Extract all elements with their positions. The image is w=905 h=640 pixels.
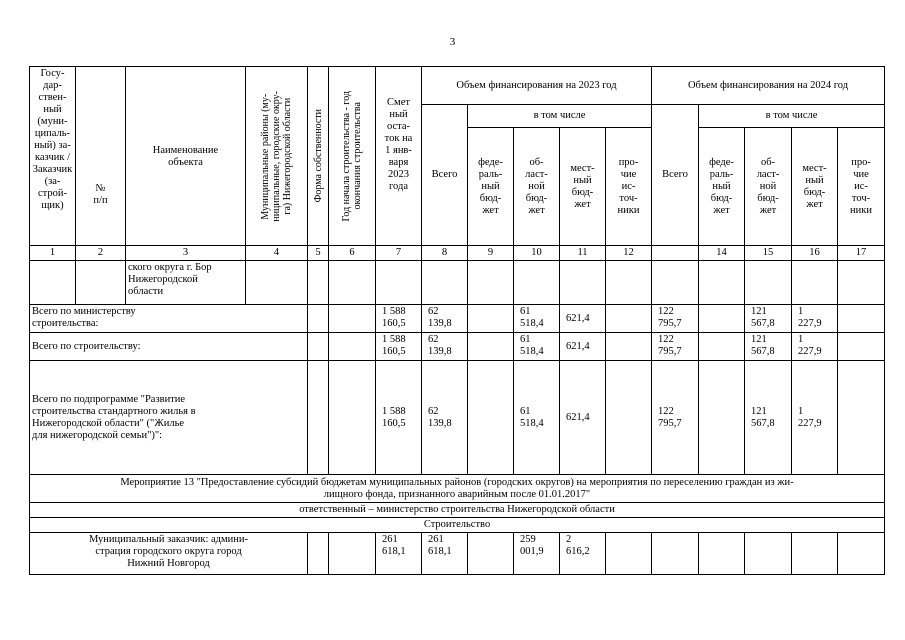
ministry-total-balance: 1 588 160,5 — [376, 305, 422, 333]
construction-total-2024: 122 795,7 — [652, 333, 699, 361]
nn-local-2023: 2 616,2 — [560, 533, 606, 575]
col-number: 16 — [792, 246, 838, 261]
nn-customer-row — [30, 533, 885, 575]
nn-balance: 261 618,1 — [376, 533, 422, 575]
subprogram-regional-2023: 61 518,4 — [514, 361, 560, 475]
header-fin-2024: Объем финансирования на 2024 год — [652, 67, 885, 105]
construction-local-2024: 1 227,9 — [792, 333, 838, 361]
header-districts-text: Муниципальные районы (му- ниципальные, городские окру- га) Нижегородской области — [260, 90, 293, 222]
subprogram-total-2023: 62 139,8 — [422, 361, 468, 475]
nn-customer-label: Муниципальный заказчик: админи- страция городского округа город Нижний Новгород — [30, 533, 308, 575]
header-num: № п/п — [76, 67, 126, 246]
header-federal-2024: феде- раль- ный бюд- жет — [699, 128, 745, 246]
col-number — [652, 246, 699, 261]
header-federal-2023: феде- раль- ный бюд- жет — [468, 128, 514, 246]
header-regional-2024: об- ласт- ной бюд- жет — [745, 128, 792, 246]
header-row-1 — [30, 67, 885, 105]
header-total-2023: Всего — [422, 105, 468, 246]
col-number: 1 — [30, 246, 76, 261]
col-number: 9 — [468, 246, 514, 261]
header-other-2024: про- чие ис- точ- ники — [838, 128, 885, 246]
header-districts — [246, 67, 308, 246]
header-local-2023: мест- ный бюд- жет — [560, 128, 606, 246]
ministry-regional-2024: 121 567,8 — [745, 305, 792, 333]
col-number: 8 — [422, 246, 468, 261]
header-regional-2023: об- ласт- ной бюд- жет — [514, 128, 560, 246]
col-number: 14 — [699, 246, 745, 261]
nn-regional-2023: 259 001,9 — [514, 533, 560, 575]
header-including-2023: в том числе — [468, 105, 652, 128]
ministry-local-2023: 621,4 — [560, 305, 606, 333]
header-total-2024: Всего — [652, 105, 699, 246]
header-years — [329, 67, 376, 246]
subprogram-local-2024: 1 227,9 — [792, 361, 838, 475]
nn-total-2023: 261 618,1 — [422, 533, 468, 575]
col-number: 7 — [376, 246, 422, 261]
subprogram-total-row — [30, 361, 885, 475]
header-customer: Госу- дар- ствен- ный (муни- ципаль- ный) за- казчик / Заказчик (за- строй- щик) — [30, 67, 76, 246]
ministry-total-2024: 122 795,7 — [652, 305, 699, 333]
construction-total-row — [30, 333, 885, 361]
header-ownership — [308, 67, 329, 246]
col-number: 6 — [329, 246, 376, 261]
subprogram-local-2023: 621,4 — [560, 361, 606, 475]
header-ownership-text: Форма собственности — [312, 109, 324, 203]
header-local-2024: мест- ный бюд- жет — [792, 128, 838, 246]
ministry-total-label: Всего по министерству строительства: — [30, 305, 308, 333]
construction-total-balance: 1 588 160,5 — [376, 333, 422, 361]
responsible-text: ответственный – министерство строительства Нижегородской области — [30, 503, 885, 518]
header-fin-2023: Объем финансирования на 2023 год — [422, 67, 652, 105]
col-number: 4 — [246, 246, 308, 261]
col-number: 15 — [745, 246, 792, 261]
responsible-row — [30, 503, 885, 518]
measure-13-row — [30, 475, 885, 503]
section-row — [30, 518, 885, 533]
subprogram-total-balance: 1 588 160,5 — [376, 361, 422, 475]
construction-regional-2024: 121 567,8 — [745, 333, 792, 361]
subprogram-regional-2024: 121 567,8 — [745, 361, 792, 475]
construction-total-label: Всего по строительству: — [30, 333, 308, 361]
subprogram-total-label: Всего по подпрограмме "Развитие строительства стандартного жилья в Нижегородской области" ("Жилье для нижегородской семьи")": — [30, 361, 308, 475]
col-number: 10 — [514, 246, 560, 261]
ministry-total-2023: 62 139,8 — [422, 305, 468, 333]
construction-total-2023: 62 139,8 — [422, 333, 468, 361]
ministry-regional-2023: 61 518,4 — [514, 305, 560, 333]
header-balance: Смет ный оста- ток на 1 янв- варя 2023 года — [376, 67, 422, 246]
continuation-row — [30, 261, 885, 305]
header-including-2024: в том числе — [699, 105, 885, 128]
column-numbers-row — [30, 246, 885, 261]
section-title: Строительство — [30, 518, 885, 533]
col-number: 3 — [126, 246, 246, 261]
col-number: 5 — [308, 246, 329, 261]
header-object-name: Наименование объекта — [126, 67, 246, 246]
col-number: 17 — [838, 246, 885, 261]
header-years-text: Год начала строительства - год окончания строительства — [341, 90, 363, 222]
ministry-local-2024: 1 227,9 — [792, 305, 838, 333]
col-number: 2 — [76, 246, 126, 261]
header-other-2023: про- чие ис- точ- ники — [606, 128, 652, 246]
subprogram-total-2024: 122 795,7 — [652, 361, 699, 475]
col-number: 11 — [560, 246, 606, 261]
budget-table — [29, 66, 885, 575]
measure-13-title: Мероприятие 13 "Предоставление субсидий бюджетам муниципальных районов (городских округов) на мероприятия по переселению граждан из жи- лищного фонда, признанного аварийным после 01.01.2017" — [30, 475, 885, 503]
construction-local-2023: 621,4 — [560, 333, 606, 361]
object-name-continuation: ского округа г. Бор Нижегородской области — [126, 261, 246, 305]
page-number: 3 — [449, 36, 456, 48]
col-number: 12 — [606, 246, 652, 261]
ministry-total-row — [30, 305, 885, 333]
construction-regional-2023: 61 518,4 — [514, 333, 560, 361]
